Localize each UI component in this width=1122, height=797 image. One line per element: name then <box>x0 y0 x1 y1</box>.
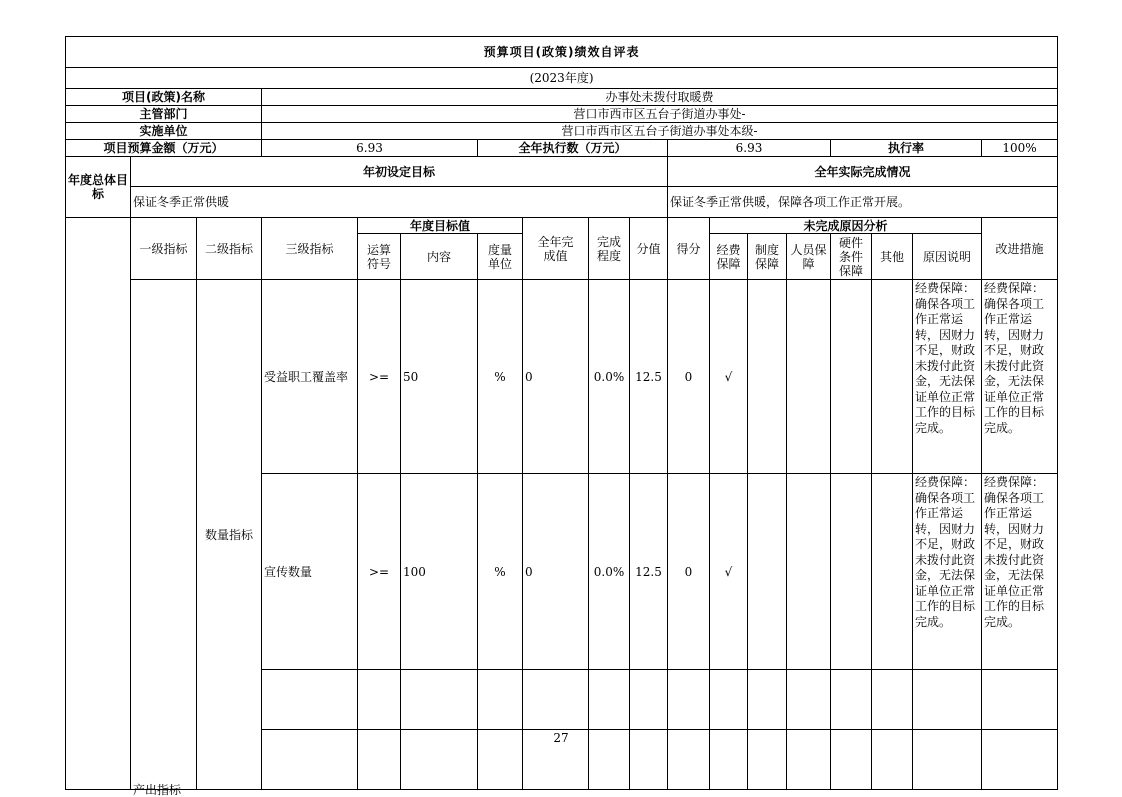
row2-other <box>872 474 913 670</box>
header-completion-text: 完成程度 <box>596 234 621 263</box>
row2-funding-check: √ <box>710 474 748 670</box>
project-name: 办事处未拨付取暖费 <box>262 89 1058 106</box>
level2-cell: 数量指标 <box>197 280 262 790</box>
row3-hardware <box>831 670 872 730</box>
row1-reason: 经费保障：确保各项工作正常运转，因财力不足，财政未拨付此资金，无法保证单位正常工作的目标完成。 <box>913 280 982 474</box>
header-score-value: 分值 <box>630 218 668 280</box>
actual-goal: 保证冬季正常供暖，保障各项工作正常开展。 <box>668 187 1058 218</box>
actual-goal-header: 全年实际完成情况 <box>668 157 1058 187</box>
executed-value: 6.93 <box>668 140 831 157</box>
header-improve: 改进措施 <box>982 218 1058 280</box>
row2-score-value: 12.5 <box>630 474 668 670</box>
header-system-text: 制度保障 <box>754 242 779 271</box>
header-completion <box>589 218 630 280</box>
initial-goal: 保证冬季正常供暖 <box>131 187 668 218</box>
header-staff <box>787 234 831 280</box>
row2-operator: >= <box>358 474 401 670</box>
row1-completion: 0.0% <box>589 280 630 474</box>
header-funding-text: 经费保障 <box>716 242 741 271</box>
header-staff-text: 人员保障 <box>790 242 827 271</box>
row3-unit <box>478 670 523 730</box>
header-other: 其他 <box>872 234 913 280</box>
row1-score-value: 12.5 <box>630 280 668 474</box>
row2-reason: 经费保障：确保各项工作正常运转，因财力不足，财政未拨付此资金，无法保证单位正常工作的目标完成。 <box>913 474 982 670</box>
row3-operator <box>358 670 401 730</box>
row1-other <box>872 280 913 474</box>
row1-system <box>748 280 787 474</box>
header-unit <box>478 234 523 280</box>
row2-name: 宣传数量 <box>262 474 358 670</box>
row1-hardware <box>831 280 872 474</box>
row1-funding-check: √ <box>710 280 748 474</box>
dept-label: 主管部门 <box>66 106 262 123</box>
row1-score: 0 <box>668 280 710 474</box>
initial-goal-header: 年初设定目标 <box>131 157 668 187</box>
row2-staff <box>787 474 831 670</box>
goals-label-text: 年度总体目标 <box>68 173 129 201</box>
header-system <box>748 234 787 280</box>
rate-value: 100% <box>982 140 1058 157</box>
unit-value: 营口市西市区五台子街道办事处本级- <box>262 123 1058 140</box>
row2-unit: % <box>478 474 523 670</box>
budget-label: 项目预算金额（万元） <box>66 140 262 157</box>
header-operator <box>358 234 401 280</box>
row3-funding <box>710 670 748 730</box>
rate-label: 执行率 <box>831 140 982 157</box>
header-annual-value-text: 全年完成值 <box>537 234 574 263</box>
row2-value: 0 <box>523 474 589 670</box>
level1-label: 产出指标 <box>133 783 182 797</box>
header-content: 内容 <box>401 234 478 280</box>
table-row <box>66 280 1058 474</box>
row2-score: 0 <box>668 474 710 670</box>
level1-cell <box>131 280 197 797</box>
header-hardware-text: 硬件条件保障 <box>838 235 863 278</box>
row1-improve: 经费保障：确保各项工作正常运转，因财力不足，财政未拨付此资金，无法保证单位正常工作的目标完成。 <box>982 280 1058 474</box>
page-number: 27 <box>553 731 569 745</box>
left-blank-cell <box>66 218 131 790</box>
row3-system <box>748 670 787 730</box>
header-unit-text: 度量单位 <box>487 242 512 271</box>
row3-score <box>668 670 710 730</box>
row1-operator: >= <box>358 280 401 474</box>
row2-content: 100 <box>401 474 478 670</box>
row3-reason <box>913 670 982 730</box>
header-annual-value <box>523 218 589 280</box>
row3-staff <box>787 670 831 730</box>
row2-hardware <box>831 474 872 670</box>
header-score: 得分 <box>668 218 710 280</box>
row3-improve <box>982 670 1058 730</box>
row3-other <box>872 670 913 730</box>
goals-label <box>66 157 131 218</box>
header-level3: 三级指标 <box>262 218 358 280</box>
budget-value: 6.93 <box>262 140 478 157</box>
header-reason: 原因说明 <box>913 234 982 280</box>
row3-name <box>262 670 358 730</box>
row3-completion <box>589 670 630 730</box>
row1-name: 受益职工覆盖率 <box>262 280 358 474</box>
form-year: (2023年度) <box>66 68 1058 89</box>
row1-unit: % <box>478 280 523 474</box>
row2-completion: 0.0% <box>589 474 630 670</box>
row3-score-value <box>630 670 668 730</box>
row3-value <box>523 670 589 730</box>
row3-content <box>401 670 478 730</box>
header-hardware <box>831 234 872 280</box>
row2-system <box>748 474 787 670</box>
row2-improve: 经费保障：确保各项工作正常运转，因财力不足，财政未拨付此资金，无法保证单位正常工作的目标完成。 <box>982 474 1058 670</box>
evaluation-table <box>65 36 1058 797</box>
row1-staff <box>787 280 831 474</box>
header-level2: 二级指标 <box>197 218 262 280</box>
project-name-label: 项目(政策)名称 <box>66 89 262 106</box>
header-funding <box>710 234 748 280</box>
unit-label: 实施单位 <box>66 123 262 140</box>
header-target-group: 年度目标值 <box>358 218 523 234</box>
dept-value: 营口市西市区五台子街道办事处- <box>262 106 1058 123</box>
executed-label: 全年执行数（万元） <box>478 140 668 157</box>
header-reason-group: 未完成原因分析 <box>710 218 982 234</box>
row1-value: 0 <box>523 280 589 474</box>
header-level1: 一级指标 <box>131 218 197 280</box>
header-operator-text: 运算符号 <box>366 242 391 271</box>
form-title: 预算项目(政策)绩效自评表 <box>66 37 1058 68</box>
row1-content: 50 <box>401 280 478 474</box>
